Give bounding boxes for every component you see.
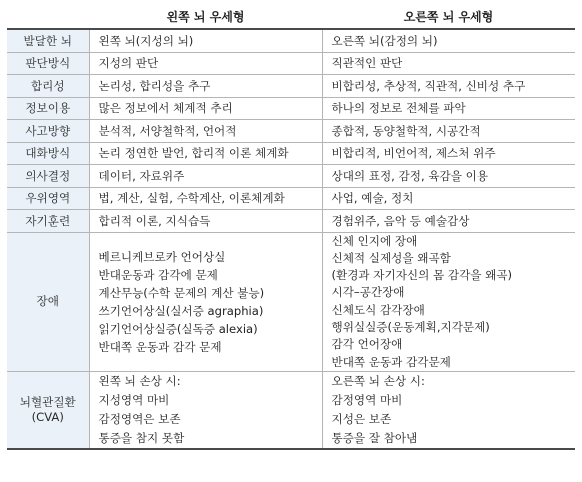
list-item: 읽기언어상실증(실독증 alexia)	[98, 321, 258, 336]
cva-label-line: (CVA)	[31, 409, 64, 424]
header-left-brain: 왼쪽 뇌 우세형	[89, 6, 322, 29]
left-cell: 논리성, 합리성을 추구	[89, 75, 322, 98]
row-label: 판단방식	[7, 52, 89, 75]
table-row	[7, 210, 575, 233]
row-label: 의사결정	[7, 165, 89, 188]
right-cell: 하나의 정보로 전체를 파악	[322, 97, 575, 120]
table-row	[7, 120, 575, 143]
list-item: 신체적 실제성을 왜곡함	[331, 250, 451, 265]
left-cell: 데이터, 자료위주	[89, 165, 322, 188]
list-item: 감정영역 마비	[331, 392, 403, 407]
table-row	[7, 165, 575, 188]
right-cell: 직관적인 판단	[322, 52, 575, 75]
row-label: 우위영역	[7, 187, 89, 210]
cva-row	[7, 371, 575, 449]
cva-left-cell	[89, 371, 322, 449]
left-cell: 왼쪽 뇌(지성의 뇌)	[89, 29, 322, 52]
list-item: 반대운동과 감각에 문제	[98, 267, 218, 282]
right-cell: 상대의 표정, 감정, 육감을 이용	[322, 165, 575, 188]
table-row	[7, 75, 575, 98]
list-item: 지성영역 마비	[98, 392, 170, 407]
table-row	[7, 142, 575, 165]
disorder-right-cell	[322, 232, 575, 371]
list-item: 계산무능(수학 문제의 계산 불능)	[98, 285, 265, 300]
list-item: 시각–공간장애	[331, 285, 405, 300]
row-label: 대화방식	[7, 142, 89, 165]
right-cell: 종합적, 동양철학적, 시공간적	[322, 120, 575, 143]
table-row	[7, 29, 575, 52]
list-item: (환경과 자기자신의 몸 감각을 왜곡)	[331, 268, 513, 283]
row-label: 사고방향	[7, 120, 89, 143]
cva-left-list	[99, 372, 322, 448]
left-cell: 논리 정연한 발언, 합리적 이론 체계화	[89, 142, 322, 165]
list-item: 통증을 참지 못함	[98, 430, 185, 445]
list-item: 반대쪽 운동과 감각문제	[331, 354, 451, 369]
cva-right-list	[332, 372, 576, 448]
right-cell: 경험위주, 음악 등 예술감상	[322, 210, 575, 233]
header-blank	[7, 6, 89, 29]
left-cell: 분석적, 서양철학적, 언어적	[89, 120, 322, 143]
left-cell: 합리적 이론, 지식습득	[89, 210, 322, 233]
right-cell: 비합리성, 추상적, 직관적, 신비성 추구	[322, 75, 575, 98]
brain-dominance-table	[7, 6, 575, 450]
table-row	[7, 52, 575, 75]
list-item: 신체도식 감각장애	[331, 302, 425, 317]
disorder-row	[7, 232, 575, 371]
right-cell: 사업, 예술, 정치	[322, 187, 575, 210]
right-cell: 비합리적, 비언어적, 제스처 위주	[322, 142, 575, 165]
left-cell: 많은 정보에서 체계적 추리	[89, 97, 322, 120]
left-cell: 지성의 판단	[89, 52, 322, 75]
row-label: 정보이용	[7, 97, 89, 120]
list-item: 오른쪽 뇌 손상 시:	[331, 373, 425, 388]
list-item: 왼쪽 뇌 손상 시:	[98, 373, 181, 388]
list-item: 통증을 잘 참아냄	[331, 430, 418, 445]
disorder-left-cell	[89, 232, 322, 371]
disorder-left-list	[99, 248, 322, 356]
header-row	[7, 6, 575, 29]
row-label: 발달한 뇌	[7, 29, 89, 52]
list-item: 신체 인지에 장애	[331, 233, 418, 248]
cva-right-cell	[322, 371, 575, 449]
list-item: 반대쪽 운동과 감각 문제	[98, 339, 222, 354]
list-item: 베르니케브로카 언어상실	[98, 249, 226, 264]
list-item: 감각 언어장애	[331, 337, 403, 352]
list-item: 쓰기언어상실(실서증 agraphia)	[98, 303, 264, 318]
disorder-right-list	[332, 233, 576, 371]
list-item: 감정영역은 보존	[98, 411, 181, 426]
header-right-brain: 오른쪽 뇌 우세형	[322, 6, 575, 29]
row-label-cva	[7, 371, 89, 449]
table-row	[7, 97, 575, 120]
table-row	[7, 187, 575, 210]
list-item: 행위실실증(운동계획,지각문제)	[331, 319, 490, 334]
left-cell: 법, 계산, 실험, 수학계산, 이론체계화	[89, 187, 322, 210]
row-label: 합리성	[7, 75, 89, 98]
right-cell: 오른쪽 뇌(감정의 뇌)	[322, 29, 575, 52]
list-item: 지성은 보존	[331, 411, 392, 426]
row-label: 자기훈련	[7, 210, 89, 233]
cva-label-line: 뇌혈관질환	[19, 395, 76, 410]
row-label-disorder: 장애	[7, 232, 89, 371]
